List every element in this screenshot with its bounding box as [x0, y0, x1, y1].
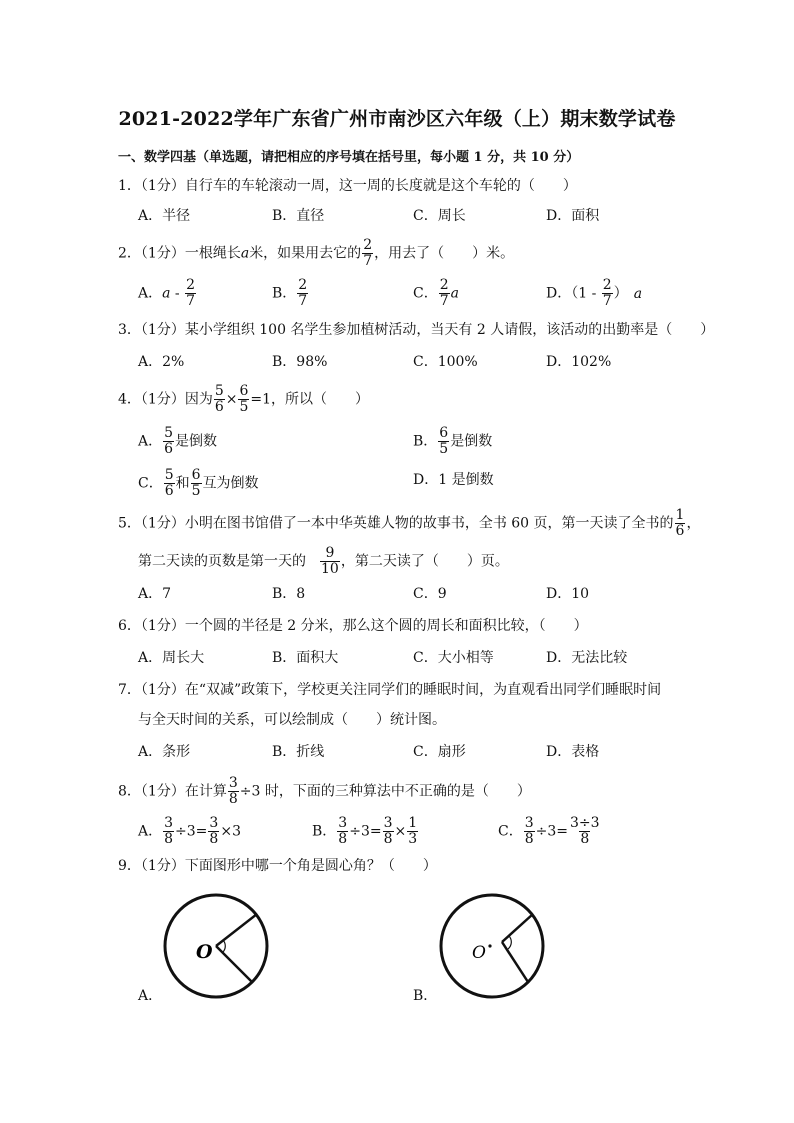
q9-option-a: A．: [138, 988, 163, 1004]
question-8-stem: 8．（1分）在计算 $\frac{3}{8}$ ÷3 时，下面的三种算法中不正确的是（ ）: [118, 775, 531, 807]
q9-diagram-b: [436, 890, 548, 1002]
q1-option-a: A．半径: [138, 208, 191, 224]
q2-text: 米，如果用去它的: [249, 245, 362, 262]
q2-option-a: A．a - $\frac{2}{7}$: [138, 277, 196, 309]
q3-option-a: A．2%: [138, 354, 185, 370]
q6-option-d: D．无法比较: [546, 650, 628, 666]
q2-fraction: $\frac{2}{7}$: [363, 237, 373, 269]
q7-option-b: B．折线: [272, 744, 325, 760]
question-9-stem: 9．（1分）下面图形中哪一个角是圆心角？（ ）: [118, 858, 437, 874]
q7-option-a: A．条形: [138, 744, 191, 760]
center-label: O: [196, 941, 213, 963]
q1-option-d: D．面积: [546, 208, 600, 224]
question-7-line-2: 与全天时间的关系，可以绘制成（ ）统计图。: [138, 712, 446, 728]
q6-option-a: A．周长大: [138, 650, 205, 666]
page-title: 2021-2022学年广东省广州市南沙区六年级（上）期末数学试卷: [118, 108, 676, 130]
q4-option-a: A． $\frac{5}{6}$ 是倒数: [138, 425, 218, 457]
q8-option-a: A． $\frac{3}{8}$ ÷3= $\frac{3}{8}$ ×3: [138, 815, 241, 847]
q2-option-d: D．（1 - $\frac{2}{7}$ ） a: [546, 277, 643, 309]
q4-option-c: C． $\frac{5}{6}$ 和 $\frac{6}{5}$ 互为倒数: [138, 467, 259, 499]
q8-option-c: C． $\frac{3}{8}$ ÷3= $\frac{3\div 3}{8}$: [498, 815, 600, 847]
q3-option-d: D．102%: [546, 354, 612, 370]
q5-option-c: C．9: [413, 586, 447, 602]
q5-option-d: D．10: [546, 586, 590, 602]
angle-arc: [508, 936, 511, 949]
q4-option-b: B． $\frac{6}{5}$ 是倒数: [413, 425, 493, 457]
q6-option-b: B．面积大: [272, 650, 339, 666]
question-7-line-1: 7．（1分）在“双减”政策下，学校更关注同学们的睡眠时间，为直观看出同学们睡眠时间: [118, 682, 662, 698]
q2-option-c: C． $\frac{2}{7}$ a: [413, 277, 459, 309]
q9-option-b: B．: [413, 988, 438, 1004]
q6-option-c: C．大小相等: [413, 650, 494, 666]
question-5-line-1: 5．（1分）小明在图书馆借了一本中华英雄人物的故事书，全书 60 页，第一天读了全书的 $\frac{1}{6}$ ，: [118, 507, 701, 539]
center-dot: [488, 944, 491, 947]
radius-line: [216, 914, 257, 946]
chord-line: [502, 914, 533, 942]
q2-variable: a: [240, 245, 250, 262]
chord-line: [502, 942, 528, 982]
q3-option-b: B．98%: [272, 354, 328, 370]
q9-diagram-a: [160, 890, 272, 1002]
question-6-stem: 6．（1分）一个圆的半径是 2 分米，那么这个圆的周长和面积比较，（ ）: [118, 618, 588, 634]
question-4-stem: 4．（1分）因为 $\frac{5}{6}$ × $\frac{6}{5}$ =1，所以（ ）: [118, 383, 370, 415]
q1-option-c: C．周长: [413, 208, 466, 224]
q1-option-b: B．直径: [272, 208, 325, 224]
q3-option-c: C．100%: [413, 354, 478, 370]
radius-line: [216, 946, 252, 982]
question-2-stem: [118, 238, 514, 269]
q4-option-d: D．1 是倒数: [413, 472, 494, 488]
question-3-stem: 3．（1分）某小学组织 100 名学生参加植树活动，当天有 2 人请假，该活动的出勤率是（ ）: [118, 322, 715, 338]
center-label: O: [472, 943, 486, 963]
q5-option-a: A．7: [138, 586, 172, 602]
question-1-stem: 1．（1分）自行车的车轮滚动一周，这一周的长度就是这个车轮的（ ）: [118, 178, 577, 194]
q2-text: 2．（1分）一根绳长: [118, 245, 241, 262]
section-heading: 一、数学四基（单选题，请把相应的序号填在括号里，每小题 1 分，共 10 分）: [118, 150, 580, 165]
q2-option-b: B． $\frac{2}{7}$: [272, 277, 308, 309]
q2-text: ，用去了（ ）米。: [374, 245, 515, 262]
q7-option-d: D．表格: [546, 744, 600, 760]
question-5-line-2: 第二天读的页数是第一天的 $\frac{9}{10}$ ，第二天读了（ ）页。: [138, 545, 509, 577]
q5-option-b: B．8: [272, 586, 306, 602]
q7-option-c: C．扇形: [413, 744, 466, 760]
q8-option-b: B． $\frac{3}{8}$ ÷3= $\frac{3}{8}$ × $\frac{1}{3}$: [312, 815, 418, 847]
